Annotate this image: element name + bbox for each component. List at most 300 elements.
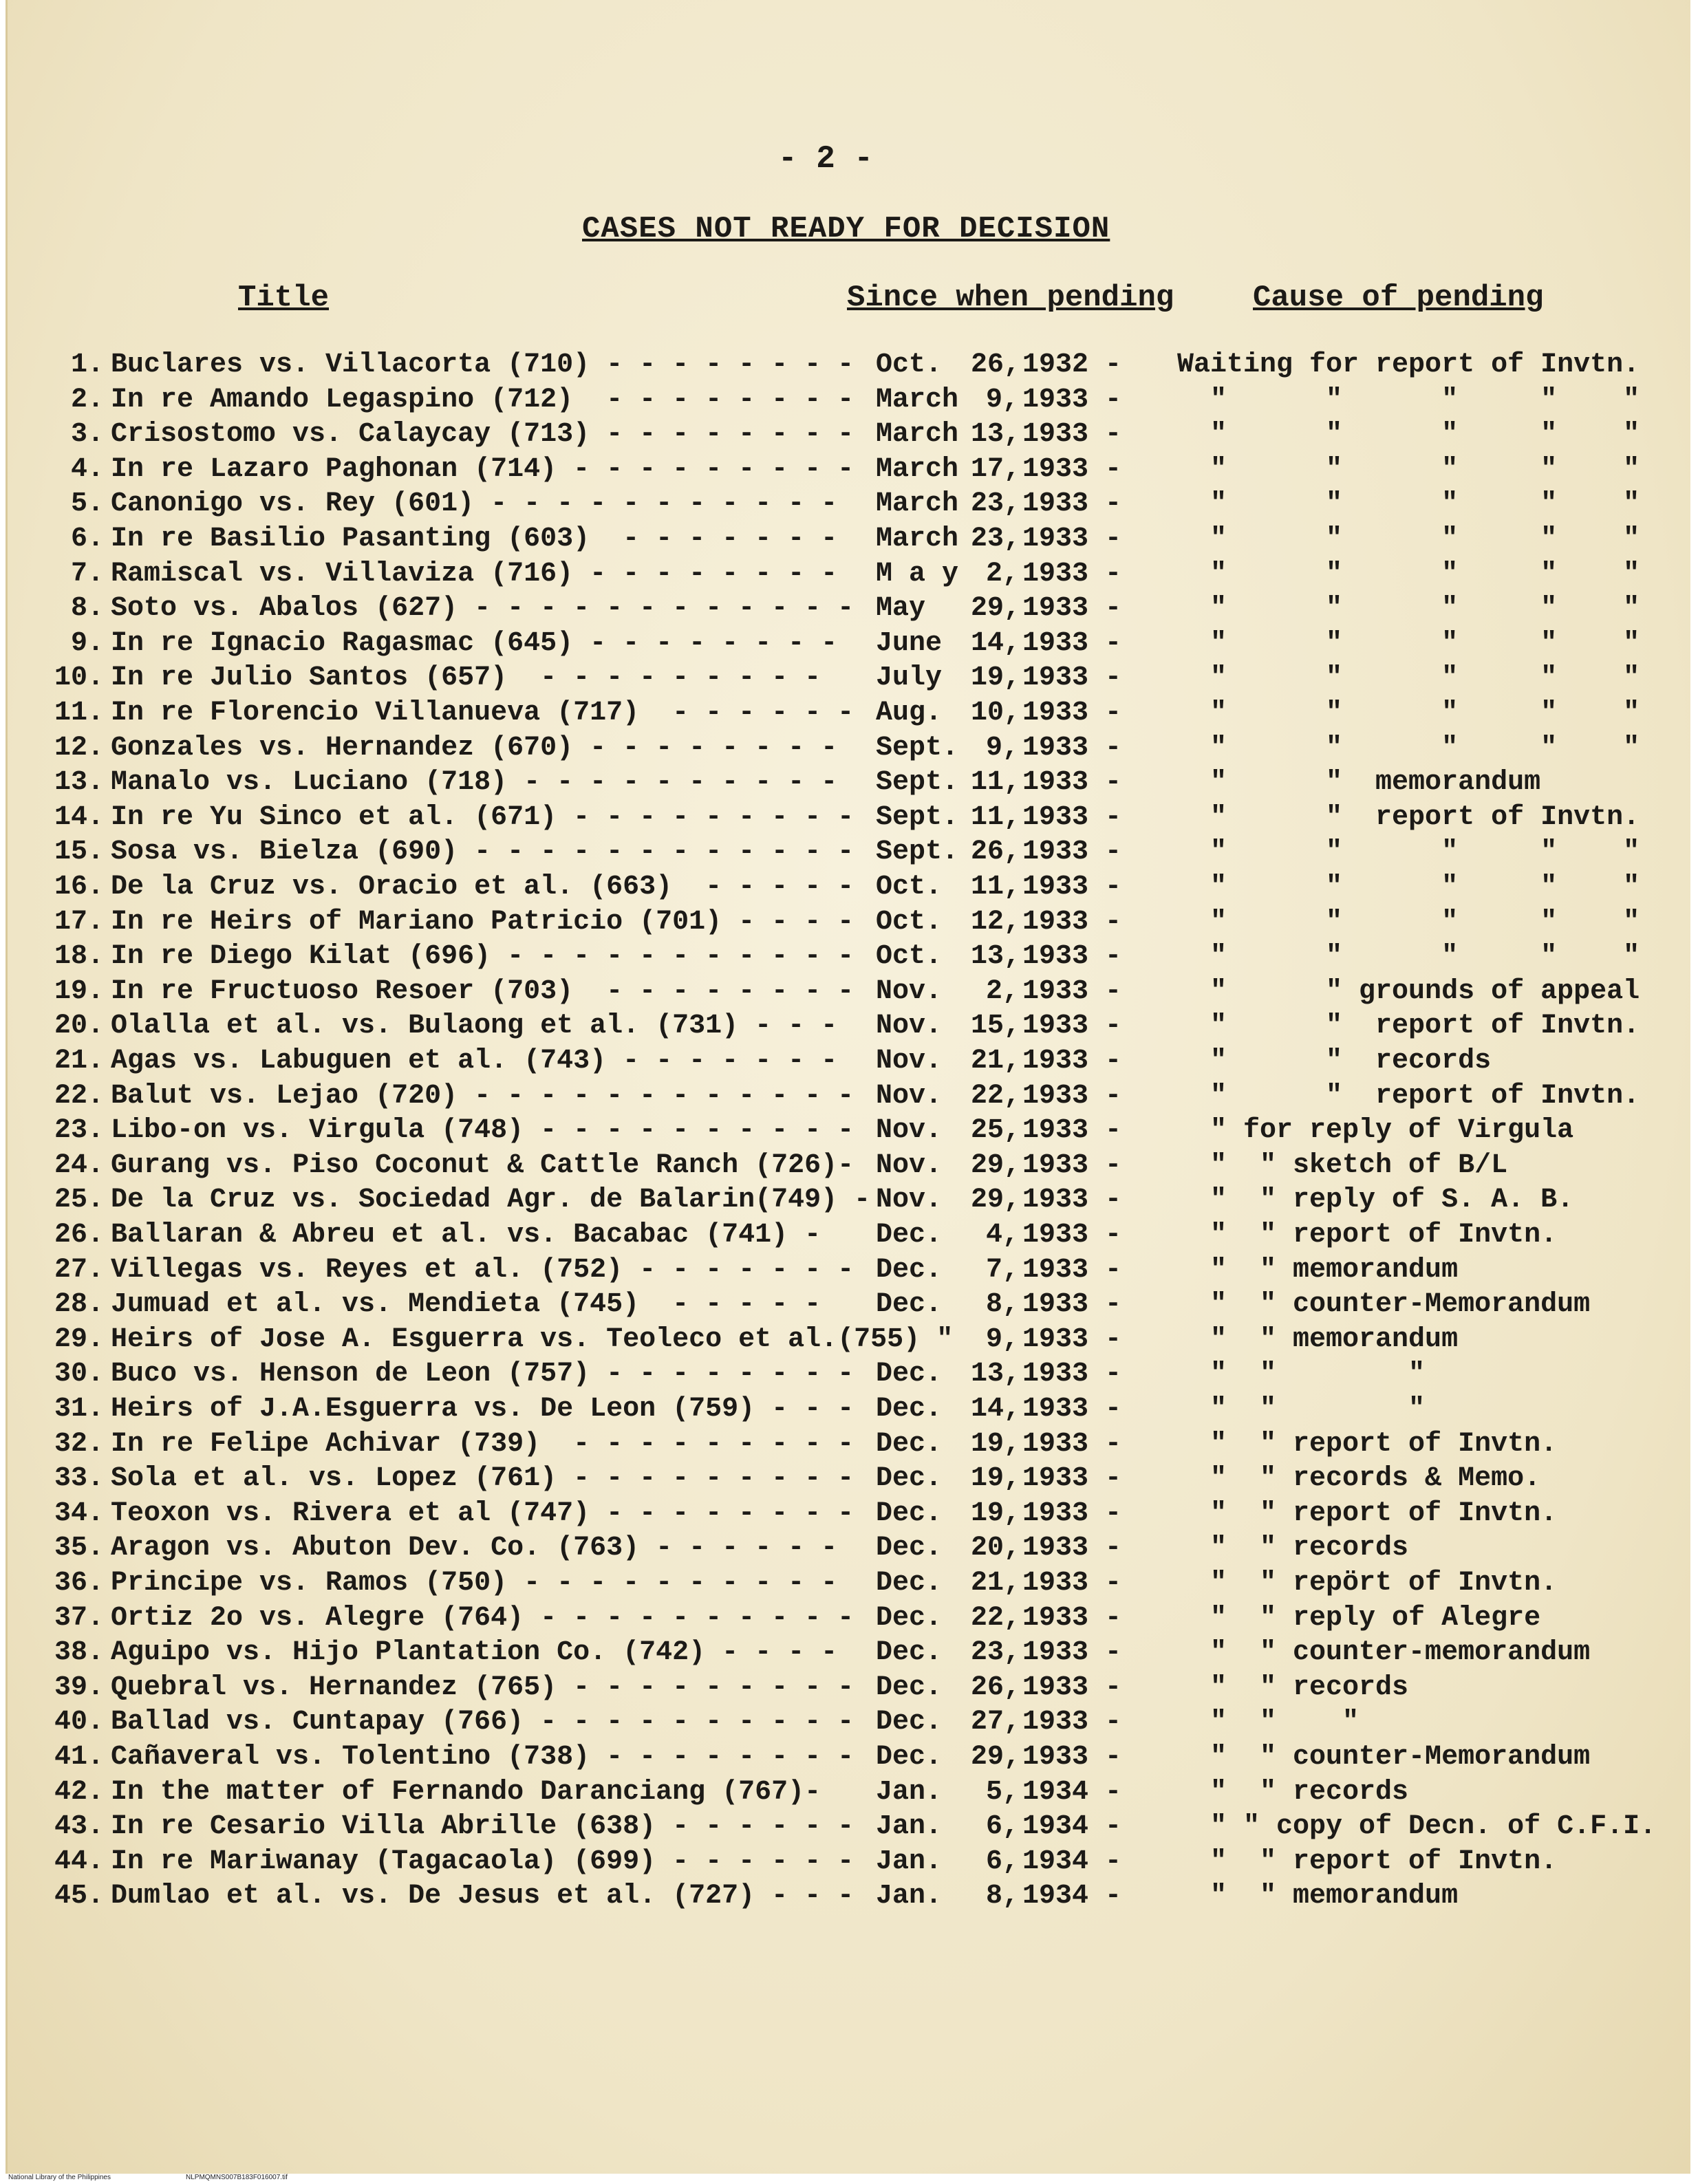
cause-of-pending: " " " " " xyxy=(1177,523,1640,554)
cause-of-pending: " " " " " xyxy=(1177,558,1640,590)
row-number: 40. xyxy=(54,1707,104,1738)
cause-of-pending: " " " " " xyxy=(1177,593,1640,625)
cause-of-pending: " " " " " xyxy=(1177,941,1640,973)
row-number: 22. xyxy=(54,1080,104,1112)
row-number: 38. xyxy=(54,1637,104,1669)
row-number: 19. xyxy=(54,975,104,1007)
pending-year: 1933 - xyxy=(1022,1010,1122,1042)
cause-of-pending: " for reply of Virgula xyxy=(1177,1115,1574,1147)
row-number: 6. xyxy=(70,523,104,554)
cause-of-pending: " " copy of Decn. of C.F.I. xyxy=(1177,1811,1657,1843)
pending-month: Nov. xyxy=(876,1010,943,1042)
cause-of-pending: Waiting for report of Invtn. xyxy=(1177,349,1640,380)
pending-year: 1933 - xyxy=(1022,1289,1122,1321)
pending-month: March xyxy=(876,453,959,485)
pending-month: March xyxy=(876,488,959,520)
pending-year: 1934 - xyxy=(1022,1811,1122,1843)
pending-year: 1933 - xyxy=(1022,1498,1122,1529)
pending-year: 1933 - xyxy=(1022,1220,1122,1251)
pending-month: July xyxy=(876,662,943,694)
table-row xyxy=(8,1707,1690,1741)
pending-day: 25, xyxy=(971,1115,1021,1147)
pending-year: 1933 - xyxy=(1022,488,1122,520)
pending-month: Sept. xyxy=(876,732,959,764)
pending-month: M a y xyxy=(876,558,959,590)
footer-institution: National Library of the Philippines xyxy=(8,2174,111,2181)
case-title: De la Cruz vs. Sociedad Agr. de Balarin(749) - xyxy=(111,1185,871,1216)
table-row xyxy=(8,1359,1690,1393)
table-row xyxy=(8,1394,1690,1428)
cause-of-pending: " " " xyxy=(1177,1707,1360,1738)
pending-month: Nov. xyxy=(876,975,943,1007)
pending-year: 1934 - xyxy=(1022,1846,1122,1877)
pending-year: 1933 - xyxy=(1022,558,1122,590)
row-number: 41. xyxy=(54,1742,104,1773)
cause-of-pending: " " sketch of B/L xyxy=(1177,1149,1508,1181)
pending-year: 1933 - xyxy=(1022,1602,1122,1634)
pending-year: 1933 - xyxy=(1022,698,1122,728)
row-number: 11. xyxy=(54,698,104,728)
row-number: 36. xyxy=(54,1568,104,1599)
case-title: Gurang vs. Piso Coconut & Cattle Ranch (726)- xyxy=(111,1149,855,1181)
pending-month: Dec. xyxy=(876,1254,943,1286)
pending-month: Sept. xyxy=(876,801,959,833)
cause-of-pending: " " memorandum xyxy=(1177,767,1541,799)
table-row xyxy=(8,767,1690,801)
table-row xyxy=(8,1811,1690,1846)
pending-month: Dec. xyxy=(876,1533,943,1564)
pending-year: 1933 - xyxy=(1022,732,1122,764)
pending-year: 1933 - xyxy=(1022,906,1122,938)
table-row xyxy=(8,523,1690,558)
document-page xyxy=(6,0,1690,2174)
cause-of-pending: " " counter-memorandum xyxy=(1177,1637,1591,1669)
pending-month: Jan. xyxy=(876,1811,943,1843)
pending-day: 29, xyxy=(971,1185,1021,1216)
pending-year: 1933 - xyxy=(1022,1359,1122,1390)
cause-of-pending: " " " " " xyxy=(1177,627,1640,659)
table-row xyxy=(8,1115,1690,1149)
case-title: In re Basilio Pasanting (603) - - - - - - - xyxy=(111,523,838,554)
table-row xyxy=(8,976,1690,1010)
cause-of-pending: " " records & Memo. xyxy=(1177,1463,1541,1495)
case-title: In the matter of Fernando Daranciang (767)- xyxy=(111,1776,821,1808)
table-row xyxy=(8,733,1690,767)
pending-month: Nov. xyxy=(876,1080,943,1112)
case-title: Jumuad et al. vs. Mendieta (745) - - - - - xyxy=(111,1289,821,1321)
row-number: 26. xyxy=(54,1220,104,1251)
case-title: Ortiz 2o vs. Alegre (764) - - - - - - - - - - xyxy=(111,1602,855,1634)
cause-of-pending: " " " " " xyxy=(1177,453,1640,485)
pending-day: 22, xyxy=(971,1080,1021,1112)
case-title: In re Ignacio Ragasmac (645) - - - - - - - - xyxy=(111,627,838,659)
row-number: 14. xyxy=(54,801,104,833)
table-row xyxy=(8,349,1690,384)
case-title: Crisostomo vs. Calaycay (713) - - - - - - - - xyxy=(111,419,855,451)
cause-of-pending: " " records xyxy=(1177,1046,1492,1077)
pending-month: Dec. xyxy=(876,1463,943,1495)
pending-year: 1933 - xyxy=(1022,627,1122,659)
table-row xyxy=(8,1498,1690,1533)
pending-year: 1933 - xyxy=(1022,662,1122,694)
table-row xyxy=(8,419,1690,453)
pending-day: 21, xyxy=(971,1046,1021,1077)
pending-day: 4, xyxy=(985,1220,1019,1251)
row-number: 24. xyxy=(54,1149,104,1181)
table-row xyxy=(8,1185,1690,1219)
pending-year: 1933 - xyxy=(1022,1149,1122,1181)
row-number: 29. xyxy=(54,1323,104,1355)
pending-month: Dec. xyxy=(876,1220,943,1251)
table-row xyxy=(8,1255,1690,1289)
cause-of-pending: " " " " " xyxy=(1177,732,1640,764)
table-row xyxy=(8,907,1690,941)
table-row xyxy=(8,662,1690,697)
pending-day: 26, xyxy=(971,836,1021,868)
pending-day: 15, xyxy=(971,1010,1021,1042)
cause-of-pending: " " report of Invtn. xyxy=(1177,1220,1558,1251)
pending-day: 23, xyxy=(971,1637,1021,1669)
cause-of-pending: " " records xyxy=(1177,1776,1409,1808)
cause-of-pending: " " memorandum xyxy=(1177,1254,1459,1286)
cause-of-pending: " " grounds of appeal xyxy=(1177,975,1640,1007)
table-row xyxy=(8,1846,1690,1881)
table-row xyxy=(8,1220,1690,1254)
pending-year: 1933 - xyxy=(1022,1115,1122,1147)
table-row xyxy=(8,1463,1690,1498)
table-row xyxy=(8,1081,1690,1115)
cause-of-pending: " " reply of S. A. B. xyxy=(1177,1185,1574,1216)
pending-year: 1933 - xyxy=(1022,593,1122,625)
page-title: CASES NOT READY FOR DECISION xyxy=(582,212,1110,246)
pending-month: March xyxy=(876,384,959,415)
pending-month: Dec. xyxy=(876,1428,943,1460)
row-number: 10. xyxy=(54,662,104,694)
row-number: 42. xyxy=(54,1776,104,1808)
table-row xyxy=(8,1881,1690,1915)
pending-day: 19, xyxy=(971,662,1021,694)
row-number: 28. xyxy=(54,1289,104,1321)
case-title: Soto vs. Abalos (627) - - - - - - - - - - - - xyxy=(111,593,855,625)
row-number: 9. xyxy=(70,627,104,659)
case-title: Ballaran & Abreu et al. vs. Bacabac (741) - xyxy=(111,1220,821,1251)
case-title: In re Fructuoso Resoer (703) - - - - - - - - xyxy=(111,975,855,1007)
row-number: 13. xyxy=(54,767,104,799)
case-title: Cañaveral vs. Tolentino (738) - - - - - - - - xyxy=(111,1742,855,1773)
pending-day: 23, xyxy=(971,488,1021,520)
case-title: In re Yu Sinco et al. (671) - - - - - - - - - xyxy=(111,801,855,833)
pending-day: 29, xyxy=(971,1149,1021,1181)
pending-year: 1933 - xyxy=(1022,975,1122,1007)
table-row xyxy=(8,628,1690,662)
pending-day: 6, xyxy=(985,1846,1019,1877)
case-title: Ballad vs. Cuntapay (766) - - - - - - - - - - xyxy=(111,1707,855,1738)
table-row xyxy=(8,1324,1690,1359)
cause-of-pending: " " " " " xyxy=(1177,384,1640,415)
case-title: In re Florencio Villanueva (717) - - - - - - xyxy=(111,698,855,728)
pending-year: 1933 - xyxy=(1022,1463,1122,1495)
case-title: Sosa vs. Bielza (690) - - - - - - - - - - - - xyxy=(111,836,855,868)
pending-month: Nov. xyxy=(876,1046,943,1077)
row-number: 43. xyxy=(54,1811,104,1843)
pending-year: 1933 - xyxy=(1022,1533,1122,1564)
pending-day: 20, xyxy=(971,1533,1021,1564)
pending-year: 1933 - xyxy=(1022,453,1122,485)
pending-year: 1934 - xyxy=(1022,1881,1122,1912)
pending-year: 1933 - xyxy=(1022,419,1122,451)
pending-year: 1933 - xyxy=(1022,836,1122,868)
row-number: 18. xyxy=(54,941,104,973)
case-title: Olalla et al. vs. Bulaong et al. (731) - - - xyxy=(111,1010,838,1042)
case-title: Balut vs. Lejao (720) - - - - - - - - - - - - xyxy=(111,1080,855,1112)
case-title: Libo-on vs. Virgula (748) - - - - - - - - - - xyxy=(111,1115,855,1147)
cause-of-pending: " " memorandum xyxy=(1177,1323,1459,1355)
row-number: 34. xyxy=(54,1498,104,1529)
case-title: Heirs of J.A.Esguerra vs. De Leon (759) - - - xyxy=(111,1394,855,1425)
table-row xyxy=(8,1742,1690,1776)
row-number: 16. xyxy=(54,872,104,902)
cause-of-pending: " " reply of Alegre xyxy=(1177,1602,1541,1634)
pending-month: Dec. xyxy=(876,1742,943,1773)
pending-year: 1933 - xyxy=(1022,1707,1122,1738)
pending-year: 1933 - xyxy=(1022,1254,1122,1286)
pending-day: 2, xyxy=(985,558,1019,590)
pending-day: 19, xyxy=(971,1463,1021,1495)
pending-day: 13, xyxy=(971,941,1021,973)
case-title: In re Cesario Villa Abrille (638) - - - - - - xyxy=(111,1811,855,1843)
row-number: 27. xyxy=(54,1254,104,1286)
case-title: In re Lazaro Paghonan (714) - - - - - - - - - xyxy=(111,453,855,485)
cause-of-pending: " " counter-Memorandum xyxy=(1177,1289,1591,1321)
cause-of-pending: " " " " " xyxy=(1177,906,1640,938)
case-title: Buclares vs. Villacorta (710) - - - - - - - - xyxy=(111,349,855,380)
pending-year: 1933 - xyxy=(1022,384,1122,415)
cause-of-pending: " " report of Invtn. xyxy=(1177,1010,1640,1042)
cause-of-pending: " " " " " xyxy=(1177,872,1640,902)
pending-month: Oct. xyxy=(876,906,943,938)
pending-year: 1933 - xyxy=(1022,1428,1122,1460)
pending-day: 12, xyxy=(971,906,1021,938)
case-title: Villegas vs. Reyes et al. (752) - - - - - - - xyxy=(111,1254,855,1286)
row-number: 2. xyxy=(70,384,104,415)
pending-day: 13, xyxy=(971,419,1021,451)
row-number: 25. xyxy=(54,1185,104,1216)
pending-month: Nov. xyxy=(876,1115,943,1147)
pending-day: 26, xyxy=(971,349,1021,380)
pending-year: 1933 - xyxy=(1022,523,1122,554)
case-title: In re Julio Santos (657) - - - - - - - - - xyxy=(111,662,821,694)
pending-day: 9, xyxy=(985,384,1019,415)
cause-of-pending: " " records xyxy=(1177,1672,1409,1703)
pending-day: 6, xyxy=(985,1811,1019,1843)
row-number: 17. xyxy=(54,906,104,938)
pending-month: Dec. xyxy=(876,1568,943,1599)
row-number: 5. xyxy=(70,488,104,520)
pending-month: Oct. xyxy=(876,872,943,902)
pending-month: Sept. xyxy=(876,767,959,799)
footer-file: NLPMQMNS007B183F016007.tif xyxy=(186,2174,288,2181)
row-number: 15. xyxy=(54,836,104,868)
pending-day: 14, xyxy=(971,1394,1021,1425)
pending-year: 1932 - xyxy=(1022,349,1122,380)
pending-day: 11, xyxy=(971,801,1021,833)
pending-month: Oct. xyxy=(876,941,943,973)
pending-month: Dec. xyxy=(876,1637,943,1669)
pending-day: 29, xyxy=(971,1742,1021,1773)
cause-of-pending: " " memorandum xyxy=(1177,1881,1459,1912)
pending-month: June xyxy=(876,627,943,659)
pending-year: 1933 - xyxy=(1022,767,1122,799)
pending-day: 9, xyxy=(985,1323,1019,1355)
cause-of-pending: " " report of Invtn. xyxy=(1177,801,1640,833)
case-title: In re Heirs of Mariano Patricio (701) - - - - xyxy=(111,906,855,938)
pending-day: 8, xyxy=(985,1289,1019,1321)
case-title: Dumlao et al. vs. De Jesus et al. (727) - - - xyxy=(111,1881,855,1912)
cause-of-pending: " " " " " xyxy=(1177,698,1640,728)
row-number: 44. xyxy=(54,1846,104,1877)
table-row xyxy=(8,836,1690,871)
row-number: 21. xyxy=(54,1046,104,1077)
table-row xyxy=(8,1289,1690,1323)
pending-month: Oct. xyxy=(876,349,943,380)
pending-year: 1933 - xyxy=(1022,1742,1122,1773)
pending-day: 26, xyxy=(971,1672,1021,1703)
pending-day: 5, xyxy=(985,1776,1019,1808)
pending-year: 1933 - xyxy=(1022,1185,1122,1216)
cause-of-pending: " " records xyxy=(1177,1533,1409,1564)
row-number: 32. xyxy=(54,1428,104,1460)
case-title: In re Mariwanay (Tagacaola) (699) - - - - - - xyxy=(111,1846,855,1877)
row-number: 12. xyxy=(54,732,104,764)
pending-year: 1933 - xyxy=(1022,1394,1122,1425)
pending-month: Dec. xyxy=(876,1289,943,1321)
pending-month: Dec. xyxy=(876,1602,943,1634)
table-row xyxy=(8,1672,1690,1707)
pending-day: 10, xyxy=(971,698,1021,728)
pending-day: 23, xyxy=(971,523,1021,554)
pending-year: 1933 - xyxy=(1022,1046,1122,1077)
table-row xyxy=(8,872,1690,906)
column-header-since: Since when pending xyxy=(847,281,1174,315)
case-title: Sola et al. vs. Lopez (761) - - - - - - - - - xyxy=(111,1463,855,1495)
table-row xyxy=(8,698,1690,732)
pending-month: Jan. xyxy=(876,1881,943,1912)
pending-day: 11, xyxy=(971,767,1021,799)
cause-of-pending: " " report of Invtn. xyxy=(1177,1428,1558,1460)
pending-month: Nov. xyxy=(876,1185,943,1216)
case-title: In re Amando Legaspino (712) - - - - - - - - xyxy=(111,384,855,415)
pending-month: Sept. xyxy=(876,836,959,868)
row-number: 35. xyxy=(54,1533,104,1564)
table-row xyxy=(8,1637,1690,1672)
column-header-cause: Cause of pending xyxy=(1253,281,1544,315)
table-row xyxy=(8,1777,1690,1811)
cause-of-pending: " " " xyxy=(1177,1394,1426,1425)
case-title: Principe vs. Ramos (750) - - - - - - - - - - xyxy=(111,1568,838,1599)
table-row xyxy=(8,1046,1690,1080)
pending-month: Dec. xyxy=(876,1672,943,1703)
cause-of-pending: " " repört of Invtn. xyxy=(1177,1568,1558,1599)
case-title: In re Felipe Achivar (739) - - - - - - - - - xyxy=(111,1428,855,1460)
table-row xyxy=(8,454,1690,488)
row-number: 7. xyxy=(70,558,104,590)
pending-year: 1934 - xyxy=(1022,1776,1122,1808)
pending-month: Aug. xyxy=(876,698,943,728)
table-row xyxy=(8,1150,1690,1185)
table-row xyxy=(8,1429,1690,1463)
pending-day: 7, xyxy=(985,1254,1019,1286)
pending-month: May xyxy=(876,593,926,625)
pending-month: Dec. xyxy=(876,1707,943,1738)
table-row xyxy=(8,1568,1690,1602)
row-number: 33. xyxy=(54,1463,104,1495)
table-row xyxy=(8,802,1690,836)
pending-day: 2, xyxy=(985,975,1019,1007)
pending-month: March xyxy=(876,523,959,554)
pending-year: 1933 - xyxy=(1022,1080,1122,1112)
pending-day: 19, xyxy=(971,1498,1021,1529)
pending-day: 11, xyxy=(971,872,1021,902)
row-number: 3. xyxy=(70,419,104,451)
cause-of-pending: " " " " " xyxy=(1177,488,1640,520)
row-number: 39. xyxy=(54,1672,104,1703)
case-title: Heirs of Jose A. Esguerra vs. Teoleco et al.(755) " xyxy=(111,1323,954,1355)
pending-day: 27, xyxy=(971,1707,1021,1738)
pending-day: 14, xyxy=(971,627,1021,659)
cause-of-pending: " " " " " xyxy=(1177,419,1640,451)
pending-month: Dec. xyxy=(876,1498,943,1529)
table-row xyxy=(8,488,1690,523)
cause-of-pending: " " " " " xyxy=(1177,836,1640,868)
case-title: Canonigo vs. Rey (601) - - - - - - - - - - - xyxy=(111,488,838,520)
pending-day: 21, xyxy=(971,1568,1021,1599)
row-number: 45. xyxy=(54,1881,104,1912)
row-number: 4. xyxy=(70,453,104,485)
case-title: In re Diego Kilat (696) - - - - - - - - - - - xyxy=(111,941,855,973)
pending-month: Dec. xyxy=(876,1394,943,1425)
cause-of-pending: " " report of Invtn. xyxy=(1177,1846,1558,1877)
table-row xyxy=(8,1533,1690,1567)
cause-of-pending: " " report of Invtn. xyxy=(1177,1080,1640,1112)
table-row xyxy=(8,1603,1690,1637)
pending-month: Jan. xyxy=(876,1846,943,1877)
pending-month: March xyxy=(876,419,959,451)
case-title: Aguipo vs. Hijo Plantation Co. (742) - - - - xyxy=(111,1637,838,1669)
row-number: 8. xyxy=(70,593,104,625)
case-title: Ramiscal vs. Villaviza (716) - - - - - - - - xyxy=(111,558,838,590)
pending-day: 22, xyxy=(971,1602,1021,1634)
case-title: Aragon vs. Abuton Dev. Co. (763) - - - - - - xyxy=(111,1533,838,1564)
row-number: 23. xyxy=(54,1115,104,1147)
row-number: 30. xyxy=(54,1359,104,1390)
case-title: Agas vs. Labuguen et al. (743) - - - - - - - xyxy=(111,1046,838,1077)
pending-day: 29, xyxy=(971,593,1021,625)
table-row xyxy=(8,1010,1690,1045)
table-row xyxy=(8,385,1690,419)
pending-day: 9, xyxy=(985,732,1019,764)
row-number: 1. xyxy=(70,349,104,380)
case-title: De la Cruz vs. Oracio et al. (663) - - - - - xyxy=(111,872,855,902)
row-number: 37. xyxy=(54,1602,104,1634)
case-title: Gonzales vs. Hernandez (670) - - - - - - - - xyxy=(111,732,838,764)
table-row xyxy=(8,559,1690,593)
pending-year: 1933 - xyxy=(1022,872,1122,902)
pending-year: 1933 - xyxy=(1022,1672,1122,1703)
pending-day: 19, xyxy=(971,1428,1021,1460)
case-title: Buco vs. Henson de Leon (757) - - - - - - - - xyxy=(111,1359,855,1390)
pending-year: 1933 - xyxy=(1022,801,1122,833)
table-row xyxy=(8,941,1690,975)
